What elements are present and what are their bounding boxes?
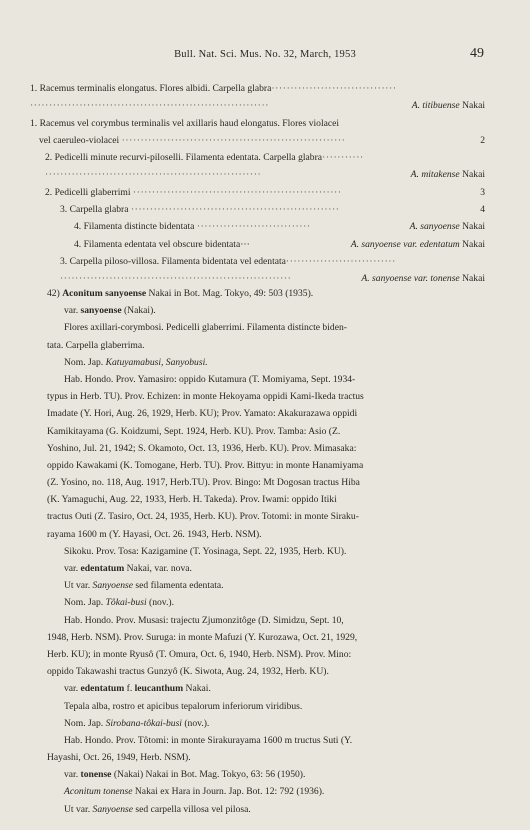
text-run: Yoshino, Jul. 21, 1942; S. Okamoto, Oct. 13, 1936, Herb. KU). Prov. Mimasaka:	[47, 442, 357, 454]
key-text	[45, 166, 261, 183]
text-line	[0, 783, 530, 800]
text-run: tractus Outi (Z. Tasiro, Oct. 24, 1935, Herb. KU). Prov. Totomi: in monte Siraku-	[47, 511, 359, 523]
text-run: (nov.).	[146, 597, 174, 609]
text-line	[0, 715, 530, 732]
leader-dots: ·······················································	[132, 186, 342, 198]
text-line	[0, 440, 530, 457]
italic-name: Tôkai-busi	[105, 597, 147, 609]
leader-dots: ·······················································	[130, 204, 340, 216]
key-taxon-name: A. sanyoense var. edentatum Nakai	[349, 236, 485, 253]
key-couplet-text: 3. Carpella piloso-villosa. Filamenta bidentata vel edentata	[60, 255, 286, 267]
text-line	[0, 560, 530, 577]
text-line	[0, 766, 530, 783]
leader-dots: ·····························	[285, 255, 396, 267]
taxon-epithet: edentatum	[80, 683, 125, 695]
text-run: Imadate (Y. Hori, Aug. 26, 1929, Herb. KU); Prov. Yamato: Akakurazawa oppidi	[47, 408, 358, 420]
text-run: Nom. Jap.	[64, 356, 106, 368]
leader-dots: ···········	[322, 152, 364, 164]
text-line	[0, 629, 530, 646]
identification-key	[0, 80, 530, 288]
text-run: Hab. Hondo. Prov. Yamasiro: oppido Kutamura (T. Momiyama, Sept. 1934-	[64, 373, 356, 385]
key-text	[30, 115, 339, 132]
text-run: sed filamenta edentata.	[133, 580, 224, 592]
text-run: (Nakai).	[121, 305, 156, 317]
leader-dots: ······························	[196, 221, 311, 233]
text-line	[0, 646, 530, 663]
key-lead-number: 2	[478, 132, 485, 149]
text-line	[0, 698, 530, 715]
key-line	[0, 166, 530, 183]
journal-citation: Bull. Nat. Sci. Mus. No. 32, March, 1953	[174, 49, 356, 60]
text-run: oppido Takawashi tractus Gunzyô (K. Siwota, Aug. 24, 1932, Herb. KU).	[47, 666, 329, 678]
text-run: tata. Carpella glaberrima.	[47, 339, 145, 351]
leader-dots: ·································	[271, 83, 397, 94]
text-run: (Z. Yosino, no. 118, Aug. 1917, Herb.TU). Prov. Bingo: Mt Dogosan tractus Hiba	[47, 477, 360, 489]
text-run: Kamikitayama (G. Koidzumi, Sept. 1924, Herb. KU). Prov. Tamba: Asio (Z.	[47, 425, 341, 437]
text-line	[0, 612, 530, 629]
text-run: Hayashi, Oct. 26, 1949, Herb. NSM).	[47, 752, 191, 764]
key-couplet-text: 1. Racemus terminalis elongatus. Flores albidi. Carpella glabra	[30, 83, 272, 94]
text-run: (K. Yamaguchi, Aug. 22, 1933, Herb. H. Takeda). Prov. Iwami: oppido Itiki	[47, 494, 337, 506]
key-text	[45, 184, 342, 201]
key-couplet-text: 3. Carpella glabra	[60, 204, 131, 216]
text-run: 1948, Herb. NSM). Prov. Suruga: in monte Mafuzi (Y. Kurozawa, Oct. 21, 1929,	[47, 631, 358, 643]
key-taxon-name: A. sanyoense var. tonense Nakai	[359, 270, 485, 287]
key-taxon-name: A. titibuense Nakai	[410, 97, 485, 114]
text-line	[0, 337, 530, 354]
key-lead-number: 3	[478, 184, 485, 201]
key-line	[0, 80, 530, 97]
key-text	[60, 253, 396, 270]
key-text	[30, 80, 397, 97]
leader-dots: ·····························································	[60, 273, 292, 285]
key-lead-number: 4	[478, 201, 485, 218]
key-text	[74, 236, 250, 253]
italic-name: Aconitum tonense	[64, 786, 133, 798]
taxon-epithet: leucanthum	[134, 683, 184, 695]
key-couplet-text: 2. Pedicelli minute recurvi-piloselli. Filamenta edentata. Carpella glabra	[45, 152, 323, 164]
text-line	[0, 749, 530, 766]
taxon-epithet: Aconitum sanyoense	[62, 288, 147, 299]
key-line	[0, 132, 530, 149]
leader-dots: ···························································	[121, 134, 346, 146]
text-line	[0, 302, 530, 319]
text-line	[0, 680, 530, 697]
text-line	[0, 663, 530, 680]
text-run: typus in Herb. TU). Prov. Echizen: in monte Hekoyama oppidi Kami-Ikeda tractus	[47, 391, 364, 403]
key-line	[0, 184, 530, 201]
text-run: f.	[124, 683, 135, 695]
text-run: Ut var.	[64, 580, 93, 592]
key-couplet-text: 4. Filamenta distincte bidentata	[74, 221, 197, 233]
text-run: var.	[64, 305, 81, 317]
text-run: Hab. Hondo. Prov. Tôtomi: in monte Sirakurayama 1600 m tructus Suti (Y.	[64, 734, 353, 746]
text-line	[0, 423, 530, 440]
text-line	[0, 474, 530, 491]
text-line	[0, 319, 530, 336]
text-line	[0, 285, 530, 302]
key-couplet-text: 2. Pedicelli glaberrimi	[45, 186, 133, 198]
key-text	[39, 132, 345, 149]
text-run: Nom. Jap.	[64, 597, 106, 609]
key-line	[0, 201, 530, 218]
text-run: Tepala alba, rostro et apicibus tepalorum inferiorum viridibus.	[64, 700, 303, 712]
key-line	[0, 149, 530, 166]
text-line	[0, 371, 530, 388]
text-line	[0, 457, 530, 474]
text-run: 42)	[47, 288, 63, 299]
key-text	[30, 97, 269, 114]
text-line	[0, 577, 530, 594]
text-line	[0, 594, 530, 611]
key-line	[0, 236, 530, 253]
text-line	[0, 354, 530, 371]
text-run: (nov.).	[181, 717, 210, 729]
leader-dots: ·······························································	[30, 100, 270, 112]
text-run: (Nakai) Nakai in Bot. Mag. Tokyo, 63: 56 (1950).	[111, 769, 306, 781]
text-run: Hab. Hondo. Prov. Musasi: trajectu Zjumonzitôge (D. Simidzu, Sept. 10,	[64, 614, 344, 626]
text-run: Sikoku. Prov. Tosa: Kazigamine (T. Yosinaga, Sept. 22, 1935, Herb. KU).	[64, 545, 347, 557]
text-run: Ut var.	[64, 803, 93, 815]
italic-name: Katuyamabusi, Sanyobusi.	[105, 356, 208, 368]
taxon-epithet: edentatum	[80, 563, 125, 574]
text-line	[0, 405, 530, 422]
text-run: Herb. KU); in monte Ryusô (T. Omura, Oct. 6, 1940, Herb. NSM). Prov. Mino:	[47, 648, 352, 660]
italic-name: Sirobana-tôkai-busi	[105, 717, 182, 729]
text-run: oppido Kawakami (K. Tomogane, Herb. TU). Prov. Bittyu: in monte Hanamiyama	[47, 459, 364, 471]
italic-name: Sanyoense	[92, 580, 134, 592]
text-run: rayama 1600 m (Y. Hayasi, Oct. 26. 1943, Herb. NSM).	[47, 528, 262, 540]
taxon-epithet: tonense	[80, 769, 112, 781]
key-text	[74, 218, 311, 235]
text-line	[0, 732, 530, 749]
text-run: Flores axillari-corymbosi. Pedicelli glaberrimi. Filamenta distincte biden-	[64, 322, 347, 334]
key-couplet-text: 1. Racemus vel corymbus terminalis vel axillaris haud elongatus. Flores violacei	[30, 117, 340, 129]
key-text	[60, 201, 340, 218]
text-run: Nakai ex Hara in Journ. Jap. Bot. 12: 792 (1936).	[132, 786, 325, 798]
text-line	[0, 526, 530, 543]
key-line	[0, 97, 530, 114]
key-taxon-name: A. sanyoense Nakai	[408, 218, 485, 235]
taxon-epithet: sanyoense	[80, 305, 122, 317]
text-line	[0, 801, 530, 818]
key-line	[0, 218, 530, 235]
key-couplet-text: vel caeruleo-violacei	[39, 134, 122, 146]
text-line	[0, 543, 530, 560]
text-run: var.	[64, 769, 81, 781]
key-couplet-text: 4. Filamenta edentata vel obscure bidentata···	[74, 238, 250, 250]
text-run: var.	[64, 563, 81, 574]
page-number: 49	[470, 46, 484, 61]
key-text	[45, 149, 364, 166]
key-taxon-name: A. mitakense Nakai	[409, 166, 485, 183]
text-run: var.	[64, 683, 81, 695]
text-line	[0, 508, 530, 525]
text-run: sed carpella villosa vel pilosa.	[133, 803, 251, 815]
italic-name: Sanyoense	[92, 803, 134, 815]
leader-dots: ·························································	[45, 169, 262, 181]
species-treatment	[0, 285, 530, 818]
text-line	[0, 491, 530, 508]
text-run: Nom. Jap.	[64, 717, 106, 729]
key-line	[0, 115, 530, 132]
text-run: Nakai.	[183, 683, 211, 695]
text-run: Nakai in Bot. Mag. Tokyo, 49: 503 (1935).	[146, 288, 314, 299]
key-line	[0, 253, 530, 270]
text-line	[0, 388, 530, 405]
text-run: Nakai, var. nova.	[124, 563, 192, 574]
